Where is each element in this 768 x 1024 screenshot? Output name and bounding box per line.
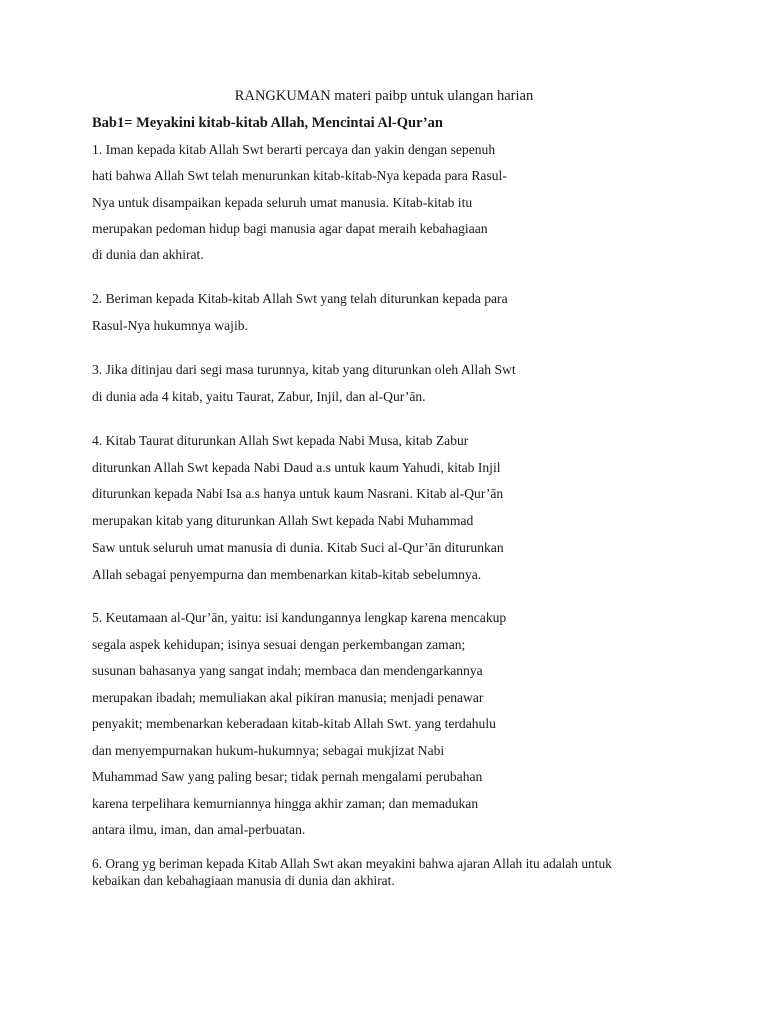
paragraph-2-line-2: Rasul-Nya hukumnya wajib. <box>92 318 248 333</box>
paragraph-1-line-4: merupakan pedoman hidup bagi manusia agar dapat meraih kebahagiaan <box>92 221 488 236</box>
paragraph-4-line-3: diturunkan kepada Nabi Isa a.s hanya untuk kaum Nasrani. Kitab al-Qur’ān <box>92 486 504 501</box>
paragraph-6-line-1: 6. Orang yg beriman kepada Kitab Allah Swt akan meyakini bahwa ajaran Allah itu adalah untuk <box>92 856 612 871</box>
paragraph-1-line-5: di dunia dan akhirat. <box>92 247 204 262</box>
paragraph-4-line-2: diturunkan Allah Swt kepada Nabi Daud a.s untuk kaum Yahudi, kitab Injil <box>92 460 501 475</box>
paragraph-1-line-1: 1. Iman kepada kitab Allah Swt berarti percaya dan yakin dengan sepenuh <box>92 142 496 157</box>
paragraph-4-line-5: Saw untuk seluruh umat manusia di dunia. Kitab Suci al-Qur’ān diturunkan <box>92 540 504 555</box>
paragraph-5-line-3: susunan bahasanya yang sangat indah; membaca dan mendengarkannya <box>92 663 483 678</box>
paragraph-6-line-2: kebaikan dan kebahagiaan manusia di dunia dan akhirat. <box>92 873 395 888</box>
paragraph-5-line-1: 5. Keutamaan al-Qur’ān, yaitu: isi kandungannya lengkap karena mencakup <box>92 610 507 625</box>
paragraph-1-line-3: Nya untuk disampaikan kepada seluruh umat manusia. Kitab-kitab itu <box>92 195 473 210</box>
paragraph-5-line-6: dan menyempurnakan hukum-hukumnya; sebagai mukjizat Nabi <box>92 743 445 758</box>
paragraph-5-line-4: merupakan ibadah; memuliakan akal pikiran manusia; menjadi penawar <box>92 690 484 705</box>
paragraph-5-line-9: antara ilmu, iman, dan amal-perbuatan. <box>92 822 306 837</box>
paragraph-4-line-4: merupakan kitab yang diturunkan Allah Swt kepada Nabi Muhammad <box>92 513 474 528</box>
paragraph-5-line-2: segala aspek kehidupan; isinya sesuai dengan perkembangan zaman; <box>92 637 466 652</box>
paragraph-5-line-5: penyakit; membenarkan keberadaan kitab-kitab Allah Swt. yang terdahulu <box>92 716 496 731</box>
paragraph-5-line-8: karena terpelihara kemurniannya hingga akhir zaman; dan memadukan <box>92 796 479 811</box>
paragraph-5-line-7: Muhammad Saw yang paling besar; tidak pernah mengalami perubahan <box>92 769 483 784</box>
paragraph-3-line-1: 3. Jika ditinjau dari segi masa turunnya, kitab yang diturunkan oleh Allah Swt <box>92 362 516 377</box>
paragraph-4-line-6: Allah sebagai penyempurna dan membenarkan kitab-kitab sebelumnya. <box>92 567 482 582</box>
paragraph-1-line-2: hati bahwa Allah Swt telah menurunkan kitab-kitab-Nya kepada para Rasul- <box>92 168 507 183</box>
paragraph-4-line-1: 4. Kitab Taurat diturunkan Allah Swt kepada Nabi Musa, kitab Zabur <box>92 433 469 448</box>
document-title: RANGKUMAN materi paibp untuk ulangan harian <box>234 88 534 104</box>
paragraph-3-line-2: di dunia ada 4 kitab, yaitu Taurat, Zabur, Injil, dan al-Qur’ān. <box>92 389 426 404</box>
chapter-heading: Bab1= Meyakini kitab-kitab Allah, Mencintai Al-Qur’an <box>92 115 443 131</box>
paragraph-2-line-1: 2. Beriman kepada Kitab-kitab Allah Swt yang telah diturunkan kepada para <box>92 291 508 306</box>
